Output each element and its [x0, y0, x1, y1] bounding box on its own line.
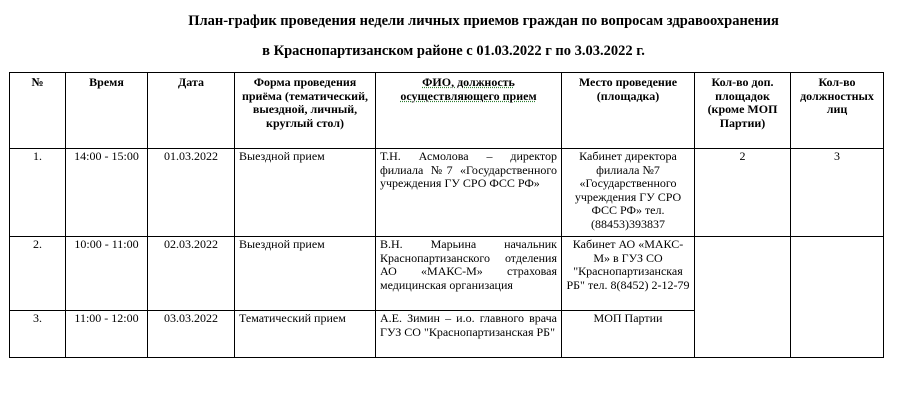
- cell-person: А.Е. Зимин – и.о. главного врача ГУЗ СО "Краснопартизанская РБ": [376, 311, 562, 358]
- cell-officials-empty: [791, 237, 884, 358]
- table-header-row: [10, 73, 884, 149]
- cell-person: В.Н. Марьина начальник Краснопартизанского отделения АО «МАКС-М» страховая медицинская организация: [376, 237, 562, 311]
- header-num: №: [10, 73, 66, 149]
- cell-extra-sites: 2: [695, 149, 791, 237]
- header-place: Место проведение (площадка): [562, 73, 695, 149]
- cell-time: 10:00 - 11:00: [66, 237, 148, 311]
- cell-form: Тематический прием: [235, 311, 376, 358]
- cell-place: Кабинет директора филиала №7 «Государственного учреждения ГУ СРО ФСС РФ» тел. (88453)393837: [562, 149, 695, 237]
- cell-num: 1.: [10, 149, 66, 237]
- cell-date: 01.03.2022: [148, 149, 235, 237]
- cell-extra-sites-empty: [695, 237, 791, 358]
- cell-num: 2.: [10, 237, 66, 311]
- schedule-table: [9, 72, 884, 358]
- cell-num: 3.: [10, 311, 66, 358]
- cell-time: 14:00 - 15:00: [66, 149, 148, 237]
- cell-place: МОП Партии: [562, 311, 695, 358]
- header-time: Время: [66, 73, 148, 149]
- page-title: План-график проведения недели личных приемов граждан по вопросам здравоохранения: [188, 13, 779, 29]
- table-row: [10, 237, 884, 311]
- cell-place: Кабинет АО «МАКС-М» в ГУЗ СО "Краснопартизанская РБ" тел. 8(8452) 2-12-79: [562, 237, 695, 311]
- cell-form: Выездной прием: [235, 237, 376, 311]
- cell-person: Т.Н. Асмолова – директор филиала №7 «Государственного учреждения ГУ СРО ФСС РФ»: [376, 149, 562, 237]
- header-person-label: ФИО, должность осуществляющего прием: [400, 75, 537, 103]
- header-officials: Кол-во должностных лиц: [791, 73, 884, 149]
- cell-date: 03.03.2022: [148, 311, 235, 358]
- cell-time: 11:00 - 12:00: [66, 311, 148, 358]
- cell-date: 02.03.2022: [148, 237, 235, 311]
- cell-form: Выездной прием: [235, 149, 376, 237]
- cell-officials: 3: [791, 149, 884, 237]
- page-subtitle: в Краснопартизанском районе с 01.03.2022 г по 3.03.2022 г.: [262, 43, 645, 59]
- header-person: [376, 73, 562, 149]
- header-date: Дата: [148, 73, 235, 149]
- header-form: Форма проведения приёма (тематический, выездной, личный, круглый стол): [235, 73, 376, 149]
- header-extra-sites: Кол-во доп. площадок (кроме МОП Партии): [695, 73, 791, 149]
- table-row: [10, 149, 884, 237]
